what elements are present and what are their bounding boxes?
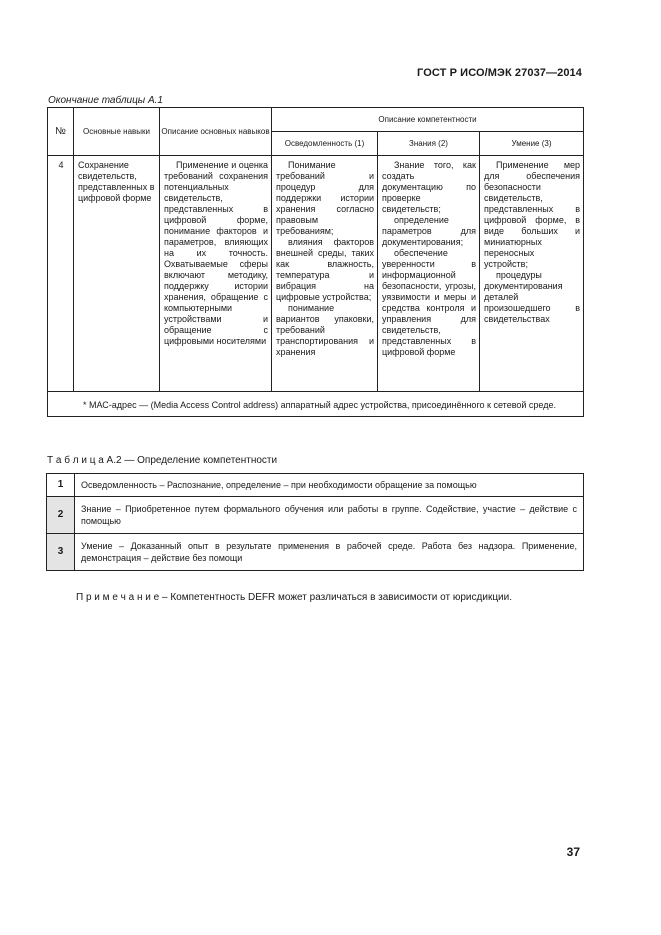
row-num: 4 <box>48 156 74 392</box>
ability-item: Применение мер для обеспечения безопасности свидетельств, представленных в цифровой форме, в виде больших и миниатюрных переносных устройств; <box>484 160 581 269</box>
table2-caption: Т а б л и ц а А.2 — Определение компетентности <box>47 455 278 466</box>
header-num: № <box>48 108 74 156</box>
competence-definition-table <box>46 473 584 571</box>
header-skills: Основные навыки <box>74 108 160 156</box>
knowledge-item: Знание того, как создать документацию по проверке свидетельств; <box>382 160 476 214</box>
knowledge-item: обеспечение уверенности в информационной безопасности, угрозы, уязвимости и меры и средства контроля и управления для свидетельств, представленных в цифровой форме <box>382 248 476 357</box>
ability-item: процедуры документирования деталей произошедшего в свидетельствах <box>484 270 581 324</box>
header-competence: Описание компетентности <box>272 108 584 132</box>
document-header: ГОСТ Р ИСО/МЭК 27037—2014 <box>417 67 582 79</box>
row-ability <box>480 156 584 392</box>
footnote-text: * МАС-адрес — (Media Access Control address) аппаратный адрес устройства, присоединённого к сетевой среде. <box>83 400 556 410</box>
table-row <box>47 474 584 497</box>
definition-num: 1 <box>47 474 75 497</box>
definition-num: 2 <box>47 497 75 534</box>
competence-table <box>47 107 584 417</box>
awareness-item: Понимание требований и процедур для поддержки истории хранения согласно правовым требованиям; <box>276 160 374 236</box>
header-awareness: Осведомленность (1) <box>272 132 378 156</box>
row-skill-desc: Применение и оценка требований сохранения потенциальных свидетельств, представленных в цифровой форме, понимание факторов и параметров, влияющих на их точность. Охватываемые сферы включают методику, поддержку истории хранения, обращение с компьютерными устройствами и обращение с цифровыми носителями <box>160 156 272 392</box>
definition-text: Осведомленность – Распознание, определение – при необходимости обращение за помощью <box>75 474 584 497</box>
definition-num: 3 <box>47 534 75 571</box>
header-knowledge: Знания (2) <box>378 132 480 156</box>
table-footnote <box>48 392 584 417</box>
table-row <box>47 534 584 571</box>
row-skill: Сохранение свидетельств, представленных в цифровой форме <box>74 156 160 392</box>
row-awareness <box>272 156 378 392</box>
page-number: 37 <box>566 845 580 859</box>
note: П р и м е ч а н и е – Компетентность DEFR может различаться в зависимости от юрисдикции. <box>76 592 512 603</box>
table1-caption: Окончание таблицы А.1 <box>48 95 163 106</box>
awareness-item: влияния факторов внешней среды, таких как влажность, температура и вибрация на цифровые устройства; <box>276 237 374 302</box>
awareness-item: понимание вариантов упаковки, требований транспортирования и хранения <box>276 303 374 357</box>
definition-text: Умение – Доказанный опыт в результате применения в рабочей среде. Работа без надзора. Применение, демонстрация – действие без помощи <box>75 534 584 571</box>
header-skills-desc: Описание основных навыков <box>160 108 272 156</box>
knowledge-item: определение параметров для документирования; <box>382 215 476 247</box>
table-row <box>47 497 584 534</box>
definition-text: Знание – Приобретенное путем формального обучения или работы в группе. Содействие, участие – действие с помощью <box>75 497 584 534</box>
row-knowledge <box>378 156 480 392</box>
header-ability: Умение (3) <box>480 132 584 156</box>
